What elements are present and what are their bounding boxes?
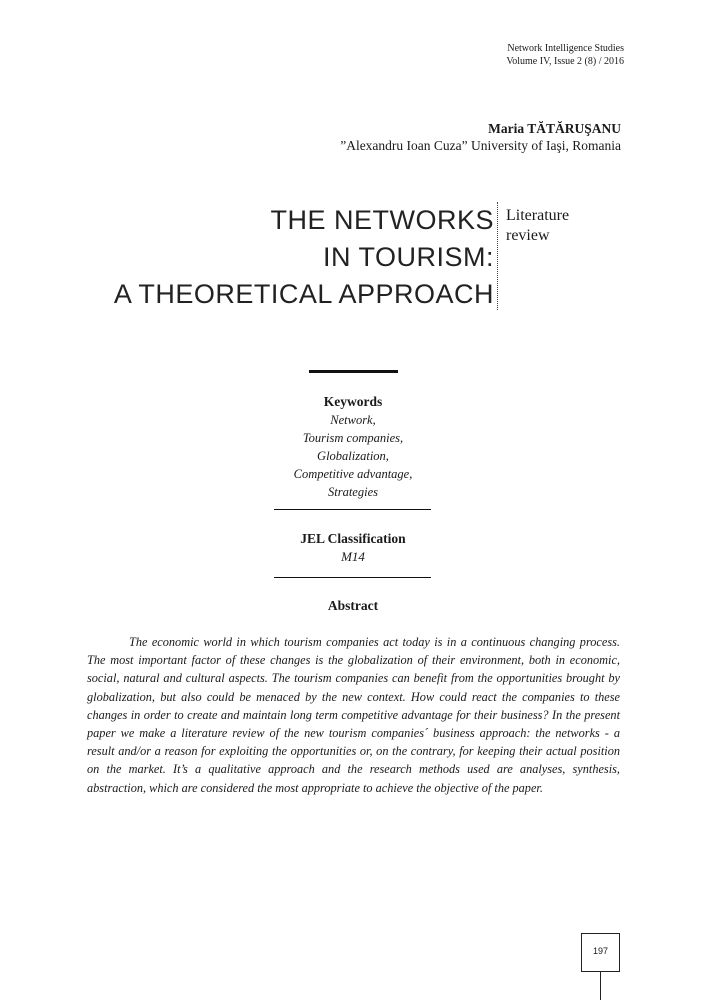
keyword-item: Network, <box>330 413 376 427</box>
keyword-item: Globalization, <box>317 449 389 463</box>
abstract-text: The economic world in which tourism companies act today is in a continuous changing process. The most important factor of these changes is the globalization of their environment, both in economic, social, natural and cultural aspects. The tourism companies can benefit from the opportunities brought by globalization, but also could be menaced by the new context. How could react the companies to these changes in order to create and maintain long term competitive advantage for their business? In the present paper we make a literature review of the new tourism companies´ business approach: the networks - a result and/or a reason for exploiting the opportunities or, on the contrary, for keeping their actual position on the market. It’s a qualitative approach and the research methods used are analyses, synthesis, abstraction, which are considered the most appropriate to achieve the objective of the paper. <box>87 635 620 795</box>
title-divider <box>497 202 498 310</box>
journal-volume: Volume IV, Issue 2 (8) / 2016 <box>506 56 624 67</box>
jel-heading: JEL Classification <box>300 531 406 546</box>
paper-title <box>114 202 494 313</box>
keyword-item: Competitive advantage, <box>293 467 413 481</box>
title-line: IN TOURISM: <box>322 242 494 272</box>
keywords-heading: Keywords <box>323 394 383 409</box>
abstract-heading: Abstract <box>327 598 379 613</box>
page-number-box <box>581 933 620 972</box>
title-line: A THEORETICAL APPROACH <box>113 279 494 309</box>
journal-name: Network Intelligence Studies <box>507 43 624 54</box>
title-line: THE NETWORKS <box>270 205 494 235</box>
page-number-line <box>600 972 601 1000</box>
author-name: Maria TĂTĂRUŞANU <box>488 121 621 136</box>
journal-header <box>506 42 624 68</box>
keyword-item: Strategies <box>328 485 378 499</box>
section-label-line: Literature <box>506 207 570 224</box>
divider <box>274 509 431 510</box>
keyword-item: Tourism companies, <box>302 431 404 445</box>
section-label <box>506 206 569 246</box>
divider-thick <box>309 370 398 373</box>
divider <box>274 577 431 578</box>
jel-code: M14 <box>341 549 365 564</box>
section-label-line: review <box>506 227 550 244</box>
author-affiliation: ”Alexandru Ioan Cuza” University of Iaşi, Romania <box>340 138 621 153</box>
keywords-list <box>243 411 463 501</box>
page-number: 197 <box>592 946 609 956</box>
